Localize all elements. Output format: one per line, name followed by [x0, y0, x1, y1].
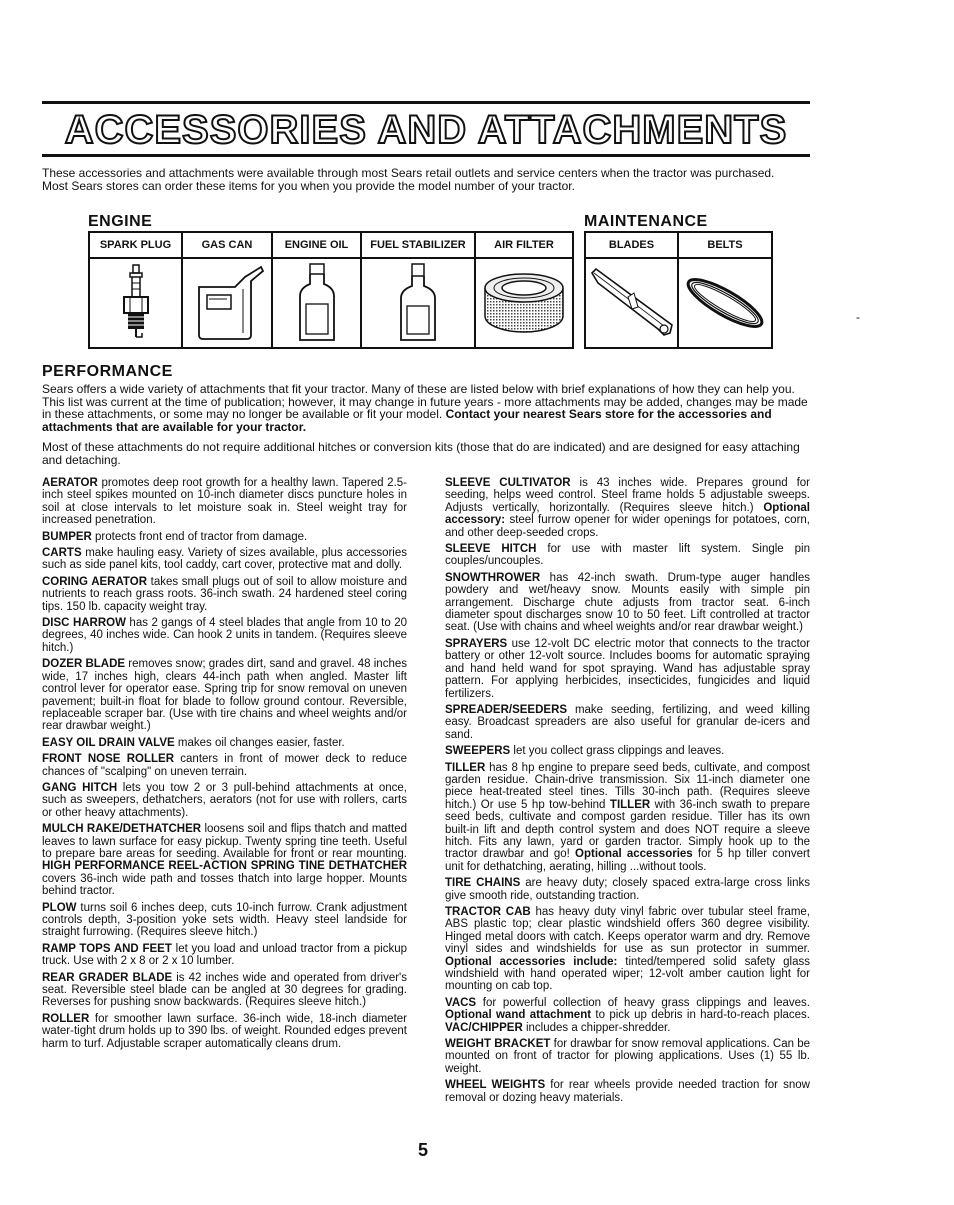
air-filter-illustration	[475, 258, 573, 348]
gas-can-icon	[187, 263, 267, 343]
performance-paragraph-2: Most of these attachments do not require additional hitches or conversion kits (those that do are indicated) and are designed for easy attaching and detaching.	[42, 440, 800, 467]
intro-text	[42, 167, 832, 193]
fuel-stabilizer-illustration	[361, 258, 475, 348]
belts-illustration	[678, 258, 772, 348]
blades-illustration	[585, 258, 678, 348]
gas-can-illustration	[182, 258, 272, 348]
oil-bottle-icon	[292, 262, 342, 344]
attachment-vacs: VACS for powerful collection of heavy grass clippings and leaves. Optional wand attachment to pick up debris in hard-to-reach places. VAC/CHIPPER includes a chipper-shredder.	[445, 996, 810, 1034]
attachment-disc-harrow: DISC HARROW has 2 gangs of 4 steel blades that angle from 10 to 20 degrees, 40 inches wide. Can hook 2 units in tandem. (Requires sleeve hitch.)	[42, 617, 407, 654]
engine-item-spark-plug: SPARK PLUG	[89, 232, 182, 258]
attachment-snowthrower: SNOWTHROWER has 42-inch swath. Drum-type auger handles powdery and wet/heavy snow. Mounts easily with simple pin arrangement. Discharge chute adjusts from tractor seat. 6-inch diameter spout discharges snow 10 to 50 feet. Lift controlled at tractor seat. (Use with chains and wheel weights and/or rear drawbar weight.)	[445, 571, 810, 634]
attachment-rear-grader-blade: REAR GRADER BLADE is 42 inches wide and operated from driver's seat. Reversible steel blade can be angled at 30 degrees for grading. Reverses for pushing snow backwards. (Requires sleeve hitch.)	[42, 971, 407, 1009]
attachment-roller: ROLLER for smoother lawn surface. 36-inch wide, 18-inch diameter water-tight drum holds up to 390 lbs. of weight. Rounded edges prevent harm to turf. Adjustable scraper automatically cleans drum.	[42, 1012, 407, 1050]
spark-plug-icon	[116, 263, 156, 343]
attachment-mulch-rake-dethatcher: MULCH RAKE/DETHATCHER loosens soil and flips thatch and matted leaves to lawn surface for easy pickup. Twenty spring tine teeth. Useful to prepare bare areas for seeding. Available for front or rear mounting. HIGH PERFORMANCE REEL-ACTION SPRING TINE DETHATCHER covers 36-inch wide path and tosses thatch into large hopper. Mounts behind tractor.	[42, 823, 407, 898]
title-rule-top	[42, 101, 810, 104]
attachment-sleeve-cultivator: SLEEVE CULTIVATOR is 43 inches wide. Prepares ground for seeding, helps weed control. Steel frame holds 5 adjustable sweeps. Adjusts vertically, horizontally. (Requires sleeve hitch.) Optional accessory: steel furrow opener for wider openings for potatoes, corn, and other deep-seeded crops.	[445, 477, 810, 539]
attachment-easy-oil-drain-valve: EASY OIL DRAIN VALVE makes oil changes easier, faster.	[42, 736, 345, 749]
engine-oil-illustration	[272, 258, 361, 348]
engine-accessories-table	[88, 231, 574, 349]
mower-blade-icon	[588, 263, 676, 343]
maintenance-heading: MAINTENANCE	[584, 213, 708, 230]
attachments-left-column	[42, 477, 407, 1054]
attachment-tiller: TILLER has 8 hp engine to prepare seed beds, cultivate, and compost garden residue. Chain-drive transmission. Six 11-inch diameter one piece heat-treated steel tines. Tills 30-inch path. (Requires sleeve hitch.) Or use 5 hp tow-behind TILLER with 36-inch swath to prepare seed beds, cultivate and compost garden residue. Tiller has its own built-in lift and depth control system and does NOT require a sleeve hitch. Fits any lawn, yard or garden tractor. Simply hook up to the tractor drawbar and go! Optional accessories for 5 hp tiller convert unit for dethatching, aerating, hilling ...without tools.	[445, 761, 810, 873]
performance-heading: PERFORMANCE	[42, 363, 173, 380]
attachment-carts: CARTS make hauling easy. Variety of sizes available, plus accessories such as side panel kits, tool caddy, cart cover, protective mat and dolly.	[42, 547, 407, 572]
maintenance-accessories-table	[584, 231, 773, 349]
maintenance-item-blades: BLADES	[585, 232, 678, 258]
attachment-front-nose-roller: FRONT NOSE ROLLER canters in front of mower deck to reduce chances of "scalping" on uneven terrain.	[42, 753, 407, 778]
spark-plug-illustration	[89, 258, 182, 348]
attachment-plow: PLOW turns soil 6 inches deep, cuts 10-inch furrow. Crank adjustment controls depth, 3-position yoke sets width. Heavy steel landside for straight furrowing. (Requires sleeve hitch.)	[42, 901, 407, 939]
air-filter-icon	[481, 268, 567, 338]
attachment-tractor-cab: TRACTOR CAB has heavy duty vinyl fabric over tubular steel frame, ABS plastic top; clear plastic windshield offers 360 degree visibility. Hinged metal doors with catch. Keeps operator warm and dry. Remove vinyl sides and windshields for use as sun protector in summer. Optional accessories include: tinted/tempered solid safety glass windshield with hand operated wiper; 12-volt amber caution light for mounting on cab top.	[445, 906, 810, 993]
attachment-dozer-blade: DOZER BLADE removes snow; grades dirt, sand and gravel. 48 inches wide, 17 inches high, clears 44-inch path when angled. Master lift control lever for operator ease. Spring trip for snow removal on uneven pavement; built-in float for blade to follow ground contour. Reversible, replaceable scraper bar. (Use with tire chains and wheel weights and/or rear drawbar weight.)	[42, 658, 407, 733]
intro-line-2: Most Sears stores can order these items for you when you provide the model number of your tractor.	[42, 179, 575, 193]
attachment-tire-chains: TIRE CHAINS are heavy duty; closely spaced extra-large cross links give smooth ride, outstanding traction.	[445, 877, 810, 902]
attachments-right-column	[445, 477, 810, 1108]
attachment-wheel-weights: WHEEL WEIGHTS for rear wheels provide needed traction for snow removal or dozing heavy materials.	[445, 1079, 810, 1104]
attachment-bumper: BUMPER protects front end of tractor from damage.	[42, 530, 308, 543]
attachment-coring-aerator: CORING AERATOR takes small plugs out of soil to allow moisture and nutrients to reach grass roots. 36-inch swath. 24 hardened steel coring tips. 150 lb. capacity weight tray.	[42, 575, 407, 613]
attachment-spreader-seeders: SPREADER/SEEDERS make seeding, fertilizing, and weed killing easy. Broadcast spreaders are also useful for granular de-icers and sand.	[445, 703, 810, 741]
engine-item-engine-oil: ENGINE OIL	[272, 232, 361, 258]
performance-para1-text: Sears offers a wide variety of attachments that fit your tractor. Many of these are listed below with brief explanations of how they can help you. This list was current at the time of publication; however, it may change in future years - more attachments may be added, changes may be made in these attachments, or some may no longer be available or fit your model.	[42, 382, 808, 421]
engine-item-fuel-stabilizer: FUEL STABILIZER	[361, 232, 475, 258]
drive-belt-icon	[680, 263, 770, 343]
title-rule-bottom	[42, 154, 810, 157]
attachment-ramp-tops-and-feet: RAMP TOPS AND FEET let you load and unload tractor from a pickup truck. Use with 2 x 8 or 2 x 10 lumber.	[42, 942, 408, 968]
engine-item-gas-can: GAS CAN	[182, 232, 272, 258]
engine-item-air-filter: AIR FILTER	[475, 232, 573, 258]
maintenance-item-belts: BELTS	[678, 232, 772, 258]
intro-line-1: These accessories and attachments were available through most Sears retail outlets and service centers when the tractor was purchased.	[42, 166, 775, 180]
attachment-sweepers: SWEEPERS let you collect grass clippings and leaves.	[445, 745, 725, 758]
attachment-sleeve-hitch: SLEEVE HITCH for use with master lift system. Single pin couples/uncouples.	[445, 543, 810, 568]
performance-paragraph-1	[42, 383, 812, 433]
performance-para1-bold: Contact your nearest Sears store for the accessories and attachments that are available for your tractor.	[42, 407, 772, 434]
attachment-aerator: AERATOR promotes deep root growth for a healthy lawn. Tapered 2.5-inch steel spikes mounted on 10-inch diameter discs puncture holes in soil at close intervals to let moisture soak in. Steel weight tray for increased penetration.	[42, 477, 407, 527]
stray-mark: -	[856, 310, 860, 324]
attachment-weight-bracket: WEIGHT BRACKET for drawbar for snow removal applications. Can be mounted on front of tractor for plowing applications. Uses (1) 55 lb. weight.	[445, 1038, 810, 1075]
fuel-stabilizer-bottle-icon	[393, 262, 443, 344]
attachment-gang-hitch: GANG HITCH lets you tow 2 or 3 pull-behind attachments at once, such as sweepers, dethatchers, aerators (not for use with rollers, carts or other heavy attachments).	[42, 781, 407, 819]
page-title: ACCESSORIES AND ATTACHMENTS	[64, 108, 788, 152]
page-number: 5	[418, 1140, 429, 1160]
attachment-sprayers: SPRAYERS use 12-volt DC electric motor that connects to the tractor battery or other 12-volt source. Includes booms for automatic spraying and hand held wand for spot spraying. Wand has adjustable spray pattern. For applying herbicides, insecticides, fungicides and liquid fertilizers.	[445, 637, 810, 700]
engine-heading: ENGINE	[88, 213, 153, 230]
